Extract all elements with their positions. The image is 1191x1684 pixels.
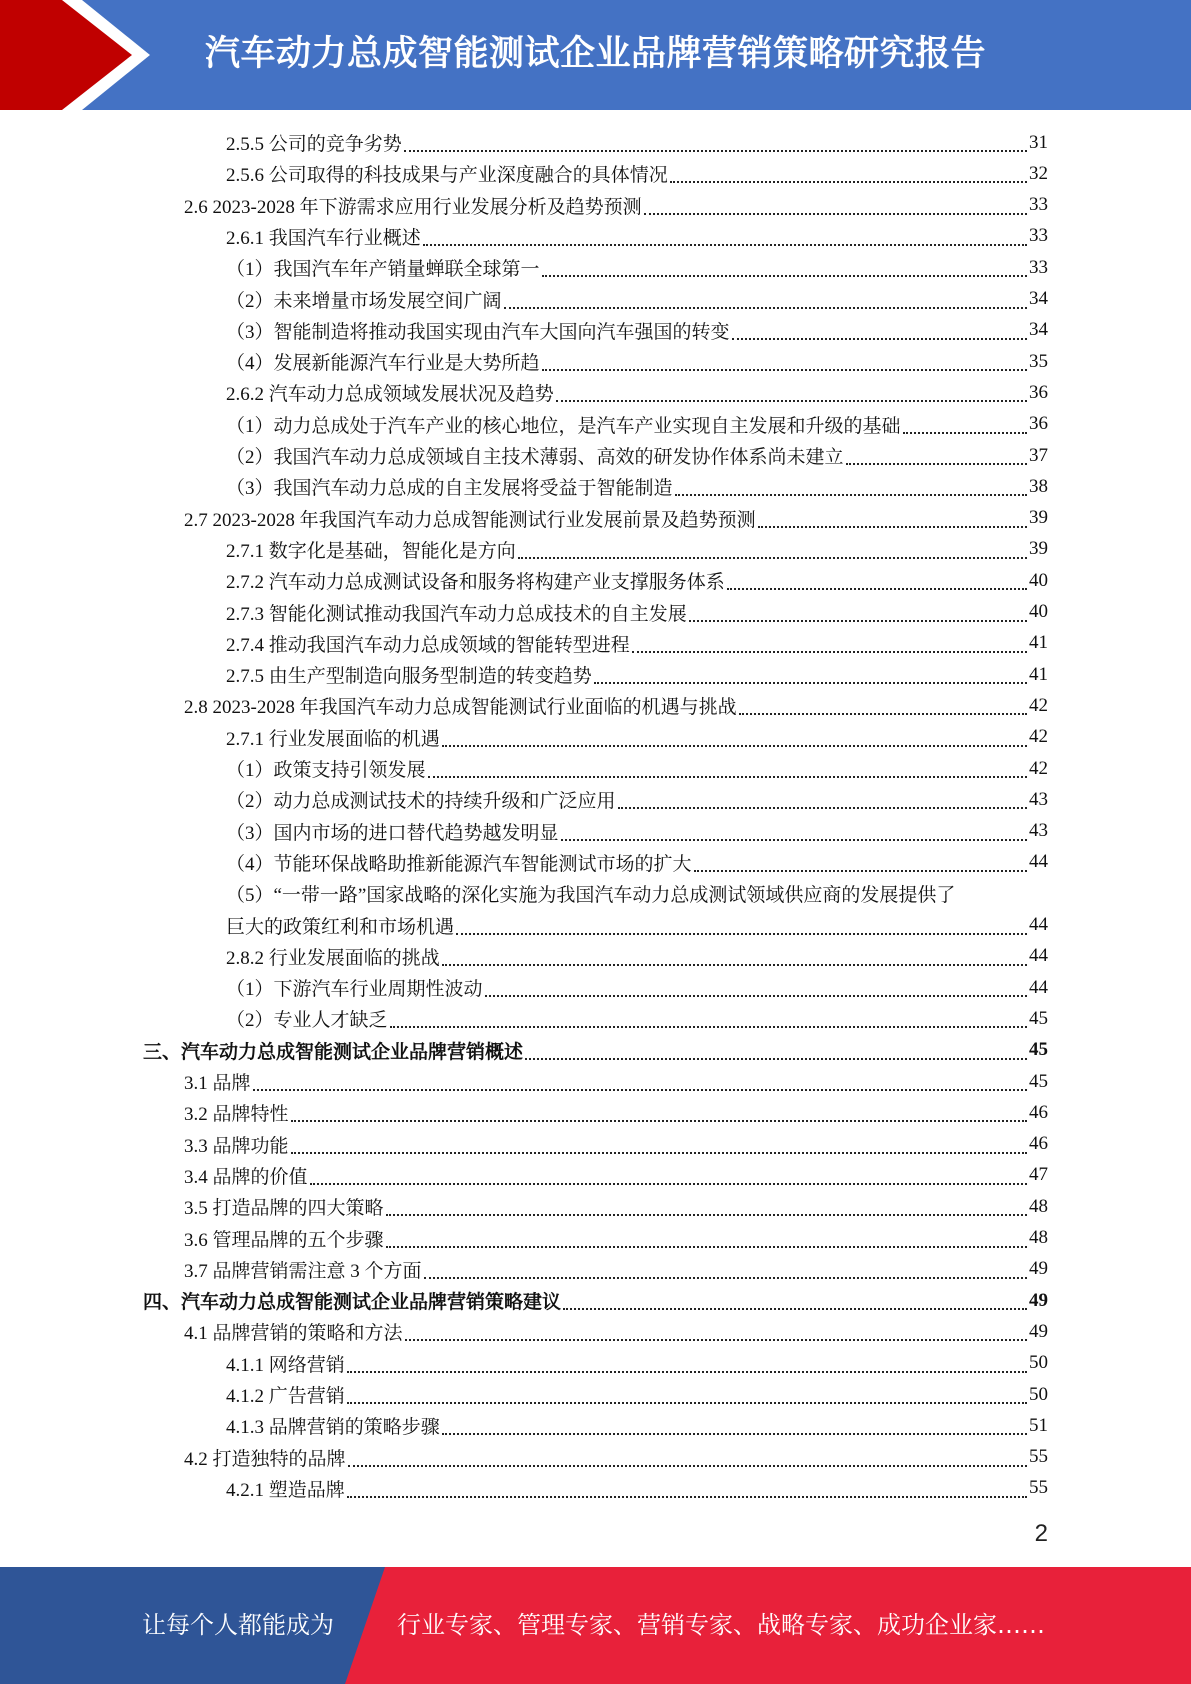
toc-entry[interactable] [226,1473,1048,1504]
toc-dot-leader [670,173,1027,183]
toc-entry[interactable] [226,1348,1048,1379]
toc-entry[interactable] [184,1129,1048,1160]
toc-entry[interactable] [184,1191,1048,1222]
toc-dot-leader [347,1363,1027,1373]
toc-entry[interactable] [226,471,1048,502]
toc-entry[interactable] [226,127,1048,158]
toc-entry-text: 4.1.1 网络营销 [226,1354,345,1376]
toc-entry[interactable] [226,847,1048,878]
toc-entry[interactable] [226,910,1048,941]
toc-page-number: 42 [1029,726,1048,748]
toc-dot-leader [846,455,1027,465]
toc-entry-text: 2.7.2 汽车动力总成测试设备和服务将构建产业支撑服务体系 [226,572,725,594]
toc-entry-text: （3）我国汽车动力总成的自主发展将受益于智能制造 [226,478,673,500]
toc-entry-text: （1）下游汽车行业周期性波动 [226,979,483,1001]
toc-page-number: 32 [1029,162,1048,184]
toc-entry-text: 三、汽车动力总成智能测试企业品牌营销概述 [143,1041,524,1063]
toc-entry-text: （2）动力总成测试技术的持续升级和广泛应用 [226,791,616,813]
toc-dot-leader [347,1394,1027,1404]
toc-dot-leader [442,737,1027,747]
toc-entry-text: 2.6.2 汽车动力总成领域发展状况及趋势 [226,384,554,406]
toc-page-number: 34 [1029,319,1048,341]
toc-entry-text: （1）我国汽车年产销量蝉联全球第一 [226,259,540,281]
toc-entry[interactable] [226,315,1048,346]
toc-page-number: 45 [1029,1007,1048,1029]
toc-page-number: 33 [1029,194,1048,216]
toc-dot-leader [518,549,1027,559]
toc-entry-text: （3）国内市场的进口替代趋势越发明显 [226,822,559,844]
toc-dot-leader [348,1457,1027,1467]
toc-entry-text: （1）动力总成处于汽车产业的核心地位，是汽车产业实现自主发展和升级的基础 [226,415,901,437]
toc-dot-leader [456,925,1027,935]
toc-dot-leader [563,1300,1027,1310]
toc-dot-leader [504,299,1027,309]
toc-entry-text: （1）政策支持引领发展 [226,760,426,781]
toc-entry-text: 3.5 打造品牌的四大策略 [184,1198,384,1220]
toc-entry[interactable] [184,1066,1048,1097]
toc-entry[interactable] [226,659,1048,690]
toc-dot-leader [390,1018,1027,1028]
toc-entry-text: （2）专业人才缺乏 [226,1010,388,1032]
toc-entry-text: 2.7 2023-2028 年我国汽车动力总成智能测试行业发展前景及趋势预测 [184,509,756,531]
toc-dot-leader [525,1050,1027,1060]
toc-entry[interactable] [226,972,1048,1003]
toc-page-number: 36 [1029,381,1048,403]
toc-entry-line[interactable] [226,878,1050,909]
toc-entry-text: 2.6 2023-2028 年下游需求应用行业发展分析及趋势预测 [184,196,642,218]
toc-entry[interactable] [184,1223,1048,1254]
toc-page-number: 51 [1029,1414,1048,1436]
toc-dot-leader [386,1238,1027,1248]
toc-entry-text: 4.2 打造独特的品牌 [184,1448,346,1470]
toc-entry[interactable] [143,1035,1048,1066]
header-arrow-decoration [0,0,160,110]
toc-dot-leader [542,361,1027,371]
toc-page-number: 47 [1029,1164,1048,1186]
toc-dot-leader [291,1112,1027,1122]
toc-dot-leader [291,1144,1027,1154]
toc-page-number: 41 [1029,663,1048,685]
toc-page-number: 43 [1029,788,1048,810]
toc-dot-leader [689,612,1027,622]
toc-page-number: 39 [1029,538,1048,560]
toc-dot-leader [694,862,1027,872]
toc-entry-text: 四、汽车动力总成智能测试企业品牌营销策略建议 [143,1292,562,1314]
toc-dot-leader [644,205,1027,215]
toc-entry-text: 2.8.2 行业发展面临的挑战 [226,947,440,969]
toc-page-number: 42 [1029,694,1048,716]
toc-entry-text: 4.2.1 塑造品牌 [226,1479,345,1501]
toc-entry[interactable] [226,377,1048,408]
toc-dot-leader [253,1081,1027,1091]
toc-entry-text: 2.7.1 行业发展面临的机遇 [226,728,440,750]
toc-page-number: 55 [1029,1446,1048,1468]
toc-entry[interactable] [226,1003,1048,1034]
toc-page-number: 36 [1029,413,1048,435]
toc-entry[interactable] [226,221,1048,252]
toc-entry-text: 2.5.6 公司取得的科技成果与产业深度融合的具体情况 [226,165,668,187]
toc-entry-text: 4.1.3 品牌营销的策略步骤 [226,1417,440,1439]
toc-dot-leader [405,1331,1027,1341]
toc-entry-text: 3.1 品牌 [184,1073,251,1094]
toc-page-number: 40 [1029,601,1048,622]
toc-page-number: 44 [1029,945,1048,967]
toc-page-number: 49 [1029,1289,1048,1311]
toc-entry-text: 2.7.3 智能化测试推动我国汽车动力总成技术的自主发展 [226,603,687,625]
report-title: 汽车动力总成智能测试企业品牌营销策略研究报告 [205,34,987,74]
toc-entry-text: （2）我国汽车动力总成领域自主技术薄弱、高效的研发协作体系尚未建立 [226,447,844,468]
toc-entry[interactable] [226,628,1048,659]
toc-page-number: 38 [1029,475,1048,497]
toc-entry[interactable] [184,190,1048,221]
toc-entry-text: 3.2 品牌特性 [184,1104,289,1126]
toc-dot-leader [310,1175,1027,1185]
toc-page-number: 35 [1029,350,1048,372]
toc-entry[interactable] [184,690,1048,721]
toc-entry-text: 3.4 品牌的价值 [184,1166,308,1188]
toc-page-number: 55 [1029,1477,1048,1499]
toc-dot-leader [903,424,1027,434]
toc-entry[interactable] [226,409,1048,440]
toc-page-number: 48 [1029,1195,1048,1217]
toc-entry[interactable] [226,722,1048,753]
page-footer [0,1567,1191,1684]
toc-page-number: 48 [1029,1227,1048,1248]
toc-page-number: 49 [1029,1320,1048,1342]
toc-dot-leader [675,486,1027,496]
toc-page-number: 33 [1029,225,1048,247]
toc-entry[interactable] [226,1410,1048,1441]
toc-entry[interactable] [226,252,1048,283]
toc-page-number: 41 [1029,632,1048,654]
toc-dot-leader [739,705,1027,715]
toc-entry[interactable] [226,158,1048,189]
toc-page-number: 39 [1029,507,1048,529]
toc-entry[interactable] [226,1379,1048,1410]
toc-entry-text: 3.7 品牌营销需注意 3 个方面 [184,1260,422,1282]
toc-dot-leader [423,236,1027,246]
toc-dot-leader [404,142,1027,152]
toc-entry[interactable] [226,816,1048,847]
toc-page-number: 31 [1029,131,1048,153]
footer-slogan-left: 让每个人都能成为 [142,1611,334,1639]
toc-entry-text: （5）“一带一路”国家战略的深化实施为我国汽车动力总成测试领域供应商的发展提供了 [226,885,956,907]
toc-page-number: 50 [1029,1352,1048,1374]
toc-entry-text: 2.7.5 由生产型制造向服务型制造的转变趋势 [226,666,592,688]
toc-entry[interactable] [226,941,1048,972]
toc-entry[interactable] [226,784,1048,815]
toc-dot-leader [632,643,1027,653]
toc-entry[interactable] [184,1160,1048,1191]
toc-entry[interactable] [226,753,1048,784]
toc-entry-text: （3）智能制造将推动我国实现由汽车大国向汽车强国的转变 [226,321,730,343]
toc-dot-leader [347,1488,1027,1498]
toc-entry-text: 2.7.4 推动我国汽车动力总成领域的智能转型进程 [226,634,630,656]
toc-entry[interactable] [226,440,1048,471]
toc-entry-text: （2）未来增量市场发展空间广阔 [226,290,502,312]
toc-entry-text: （4）节能环保战略助推新能源汽车智能测试市场的扩大 [226,853,692,875]
toc-page-number: 46 [1029,1133,1048,1155]
toc-dot-leader [485,987,1027,997]
toc-page-number: 45 [1029,1039,1048,1061]
toc-entry-text: 4.1.2 广告营销 [226,1386,345,1407]
toc-dot-leader [758,518,1027,528]
toc-page-number: 33 [1029,256,1048,278]
toc-page-number: 42 [1029,757,1048,779]
toc-entry-text: 巨大的政策红利和市场机遇 [226,916,455,938]
toc-entry-text: 3.3 品牌功能 [184,1135,289,1157]
toc-dot-leader [442,1425,1027,1435]
toc-dot-leader [561,831,1027,841]
toc-page-number: 44 [1029,851,1048,873]
page-number: 2 [1034,1520,1048,1547]
toc-entry[interactable] [184,1097,1048,1128]
toc-entry-text: 4.1 品牌营销的策略和方法 [184,1323,403,1345]
toc-dot-leader [386,1206,1027,1216]
toc-entry[interactable] [226,597,1048,628]
toc-page-number: 44 [1029,976,1048,998]
toc-dot-leader [428,768,1027,778]
toc-entry[interactable] [184,1254,1048,1285]
toc-entry[interactable] [226,534,1048,565]
toc-page-number: 44 [1029,914,1048,935]
toc-entry-text: 2.8 2023-2028 年我国汽车动力总成智能测试行业面临的机遇与挑战 [184,697,737,719]
toc-page-number: 49 [1029,1258,1048,1280]
toc-page-number: 50 [1029,1383,1048,1405]
toc-page-number: 46 [1029,1101,1048,1123]
toc-dot-leader [424,1269,1027,1279]
toc-entry-text: 2.6.1 我国汽车行业概述 [226,227,421,249]
toc-entry[interactable] [184,1442,1048,1473]
toc-entry[interactable] [184,503,1048,534]
toc-page-number: 37 [1029,444,1048,466]
toc-entry[interactable] [226,346,1048,377]
toc-entry-text: 3.6 管理品牌的五个步骤 [184,1229,384,1251]
toc-entry[interactable] [226,284,1048,315]
toc-page-number: 34 [1029,288,1048,309]
toc-dot-leader [594,674,1027,684]
page-header [0,0,1191,110]
toc-dot-leader [727,580,1027,590]
footer-slogan-right: 行业专家、管理专家、营销专家、战略专家、成功企业家…… [397,1611,1045,1639]
toc-dot-leader [732,330,1027,340]
toc-entry[interactable] [184,1316,1048,1347]
toc-dot-leader [556,392,1027,402]
toc-page-number: 40 [1029,569,1048,591]
toc-dot-leader [542,267,1027,277]
toc-entry[interactable] [226,565,1048,596]
toc-dot-leader [442,956,1027,966]
toc-dot-leader [618,799,1027,809]
toc-entry-text: 2.7.1 数字化是基础，智能化是方向 [226,540,516,562]
toc-page-number: 43 [1029,820,1048,842]
toc-entry-text: 2.5.5 公司的竞争劣势 [226,134,402,155]
toc-entry[interactable] [143,1285,1048,1316]
toc-page-number: 45 [1029,1070,1048,1092]
toc-entry-text: （4）发展新能源汽车行业是大势所趋 [226,353,540,375]
